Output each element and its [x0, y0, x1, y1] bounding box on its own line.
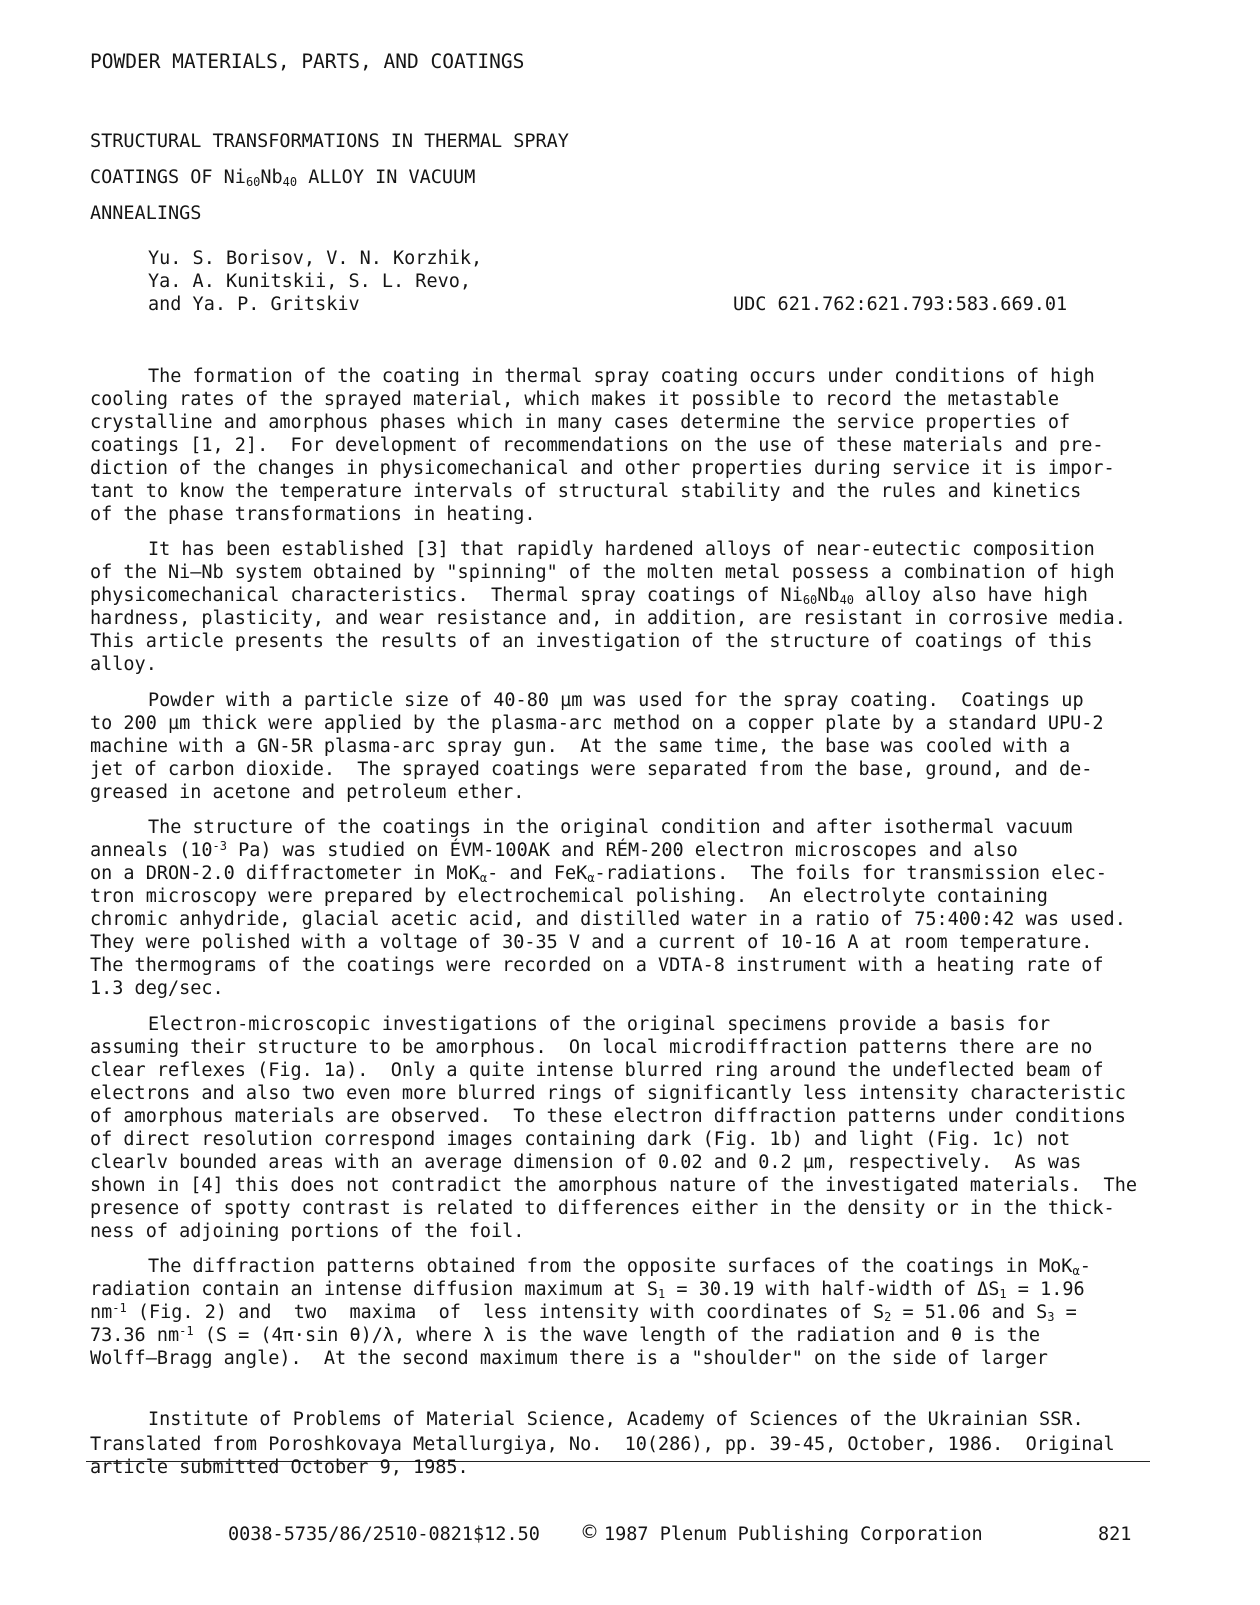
- p2-line-3: physicomechanical characteristics. Thermal spray coatings of $Ni_{60}Nb_{40}$ alloy also have high: [90, 585, 1088, 607]
- p4-line-7: The thermograms of the coatings were recorded on a VDTA-8 instrument with a heating rate of: [90, 955, 1104, 976]
- title-line-2: COATINGS OF $Ni_{60}Nb_{40}$ ALLOY IN VACUUM: [90, 167, 476, 189]
- p5-line-4: electrons and also two even more blurred rings of significantly less intensity characteristic: [90, 1083, 1126, 1104]
- p3-line-5: greased in acetone and petroleum ether.: [90, 782, 525, 803]
- p6-line-3: $nm^{-1}$ (Fig. 2) and two maxima of less intensity with coordinates of $S_2 = 51.06$ and $S_3$ =: [90, 1301, 1077, 1324]
- p2-line-5: This article presents the results of an investigation of the structure of coatings of this: [90, 631, 1093, 652]
- title-line-1: STRUCTURAL TRANSFORMATIONS IN THERMAL SPRAY: [90, 131, 569, 152]
- p2-line-2: of the Ni—Nb system obtained by "spinning" of the molten metal possess a combination of high: [90, 562, 1115, 583]
- authors-line-3: and Ya. P. Gritskiv: [148, 294, 360, 315]
- p2-line-1: It has been established [3] that rapidly hardened alloys of near-eutectic composition: [148, 539, 1095, 560]
- footnote-line-2: Translated from Poroshkovaya Metallurgiya, No. 10(286), pp. 39-45, October, 1986. Original: [90, 1434, 1115, 1455]
- p3-line-2: to 200 µm thick were applied by the plasma-arc method on a copper plate by a standard UPU-2: [90, 713, 1104, 734]
- article-code: 0038-5735/86/2510-0821$12.50: [228, 1524, 540, 1545]
- p4-line-3: on a DRON-2.0 diffractometer in MoK$_\alpha$- and FeK$_\alpha$-radiations. The foils for transmission elec-: [90, 863, 1107, 885]
- p6-line-5: Wolff—Bragg angle). At the second maximum there is a "shoulder" on the side of larger: [90, 1348, 1048, 1369]
- authors-line-2: Ya. A. Kunitskii, S. L. Revo,: [148, 271, 472, 292]
- p5-line-2: assuming their structure to be amorphous. On local microdiffraction patterns there are no: [90, 1037, 1093, 1058]
- copyright-notice: 1987 Plenum Publishing Corporation: [604, 1524, 983, 1545]
- p1-line-3: crystalline and amorphous phases which in many cases determine the service properties of: [90, 412, 1071, 433]
- p5-line-8: shown in [4] this does not contradict the amorphous nature of the investigated materials. The: [90, 1175, 1137, 1196]
- authors-line-1: Yu. S. Borisov, V. N. Korzhik,: [148, 248, 483, 269]
- page-number: 821: [1098, 1524, 1132, 1545]
- p1-line-1: The formation of the coating in thermal spray coating occurs under conditions of high: [148, 366, 1095, 387]
- p1-line-5: diction of the changes in physicomechanical and other properties during service it is impor-: [90, 458, 1115, 479]
- p5-line-5: of amorphous materials are observed. To these electron diffraction patterns under conditions: [90, 1106, 1126, 1127]
- p5-line-9: presence of spotty contrast is related to differences either in the density or in the thick-: [90, 1198, 1115, 1219]
- p4-line-5: chromic anhydride, glacial acetic acid, and distilled water in a ratio of 75:400:42 was used.: [90, 909, 1126, 930]
- title-line-3: ANNEALINGS: [90, 203, 202, 224]
- p6-line-1: The diffraction patterns obtained from the opposite surfaces of the coatings in MoK$_\alpha$-: [148, 1256, 1091, 1278]
- p5-line-1: Electron-microscopic investigations of the original specimens provide a basis for: [148, 1014, 1051, 1035]
- p4-line-8: 1.3 deg/sec.: [90, 978, 224, 999]
- p5-line-3: clear reflexes (Fig. 1a). Only a quite intense blurred ring around the undeflected beam of: [90, 1060, 1104, 1081]
- p5-line-10: ness of adjoining portions of the foil.: [90, 1221, 525, 1242]
- p1-line-6: tant to know the temperature intervals of structural stability and the rules and kinetics: [90, 481, 1082, 502]
- p2-line-4: hardness, plasticity, and wear resistance and, in addition, are resistant in corrosive media.: [90, 608, 1126, 629]
- p1-line-7: of the phase transformations in heating.: [90, 504, 536, 525]
- footnote-line-1: Institute of Problems of Material Science, Academy of Sciences of the Ukrainian SSR.: [148, 1409, 1084, 1430]
- p6-line-4: 73.36 $nm^{-1}$ (S = (4π·sin θ)/λ, where λ is the wave length of the radiation and θ is the: [90, 1324, 1041, 1346]
- copyright-symbol: ©: [580, 1521, 599, 1543]
- p1-line-4: coatings [1, 2]. For development of recommendations on the use of these materials and pre-: [90, 435, 1104, 456]
- p6-line-2: radiation contain an intense diffusion maximum at $S_1 = 30.19$ with half-width of $\Delta S_1 = 1.96$: [90, 1279, 1085, 1301]
- p4-line-1: The structure of the coatings in the original condition and after isothermal vacuum: [148, 817, 1073, 838]
- p2-line-6: alloy.: [90, 654, 157, 675]
- p4-line-4: tron microscopy were prepared by electrochemical polishing. An electrolyte containing: [90, 886, 1048, 907]
- p3-line-1: Powder with a particle size of 40-80 µm was used for the spray coating. Coatings up: [148, 690, 1084, 711]
- p4-line-2: anneals ($10^{-3}$ Pa) was studied on ÉVM-100AK and RÉM-200 electron microscopes and also: [90, 839, 1018, 861]
- p5-line-7: clearlv bounded areas with an average dimension of 0.02 and 0.2 µm, respectively. As was: [90, 1152, 1082, 1173]
- section-heading: POWDER MATERIALS, PARTS, AND COATINGS: [90, 50, 525, 73]
- p5-line-6: of direct resolution correspond images containing dark (Fig. 1b) and light (Fig. 1c) not: [90, 1129, 1071, 1150]
- p3-line-4: jet of carbon dioxide. The sprayed coatings were separated from the base, ground, and de-: [90, 759, 1093, 780]
- p3-line-3: machine with a GN-5R plasma-arc spray gun. At the same time, the base was cooled with a: [90, 736, 1071, 757]
- udc-code: UDC 621.762:621.793:583.669.01: [733, 294, 1068, 315]
- p1-line-2: cooling rates of the sprayed material, which makes it possible to record the metastable: [90, 389, 1060, 410]
- footnote-line-3: article submitted October 9, 1985.: [90, 1457, 469, 1478]
- p4-line-6: They were polished with a voltage of 30-35 V and a current of 10-16 A at room temperature.: [90, 932, 1093, 953]
